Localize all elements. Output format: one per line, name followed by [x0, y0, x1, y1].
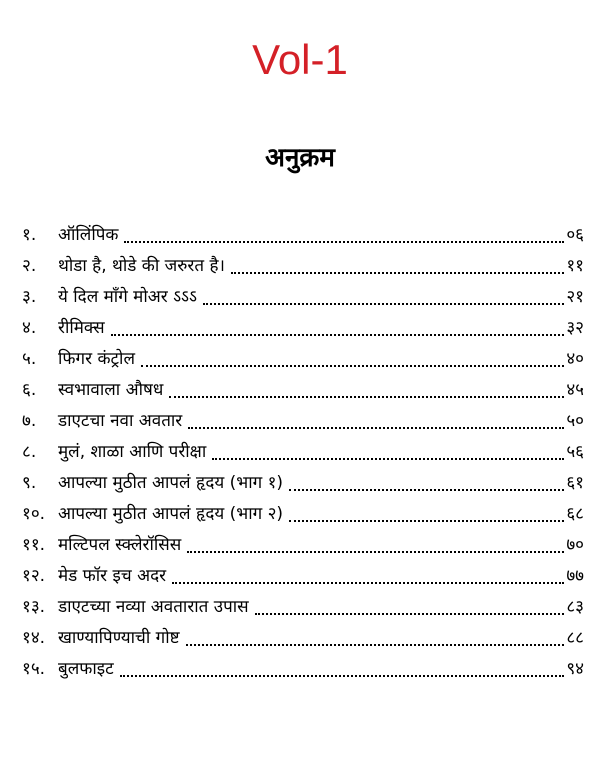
dot-leader: [111, 333, 565, 336]
toc-entry-title: ऑलिंपिक: [58, 225, 119, 245]
toc-entry: [22, 344, 584, 375]
toc-entry: [22, 468, 584, 499]
toc-heading: अनुक्रम: [265, 143, 335, 173]
toc-entry: [22, 406, 584, 437]
toc-entry: [22, 375, 584, 406]
toc-entry: [22, 313, 584, 344]
toc-entry-number: १.: [22, 225, 37, 245]
toc-entry: [22, 592, 584, 623]
toc-entry-page: ०६: [566, 225, 584, 245]
toc-entry-number: ४.: [22, 318, 37, 338]
toc-entry-title: डाएटच्या नव्या अवतारात उपास: [58, 597, 249, 617]
toc-entry-title: फिगर कंट्रोल: [58, 349, 135, 369]
toc-entry-page: ४०: [566, 349, 584, 369]
dot-leader: [186, 643, 565, 646]
toc-entry: [22, 623, 584, 654]
toc-entry-page: ५०: [566, 411, 584, 431]
dot-leader: [120, 674, 565, 677]
dot-leader: [187, 550, 564, 553]
dot-leader: [124, 240, 564, 243]
toc-entry-title: डाएटचा नवा अवतार: [58, 411, 183, 431]
dot-leader: [289, 519, 564, 522]
toc-entry-page: ८३: [566, 597, 584, 617]
dot-leader: [188, 426, 564, 429]
toc-entry-number: १२.: [22, 566, 46, 586]
toc-entry-title: आपल्या मुठीत आपलं हृदय (भाग १): [58, 473, 284, 493]
toc-entry-title: बुलफाइट: [58, 659, 114, 679]
dot-leader: [255, 612, 565, 615]
toc-entry: [22, 251, 584, 282]
toc-entry-title: स्वभावाला औषध: [58, 380, 164, 400]
toc-entry-title: मेड फॉर इच अदर: [58, 566, 167, 586]
toc-entry-number: ८.: [22, 442, 37, 462]
toc-entry-number: १०.: [22, 504, 46, 524]
toc-entry-number: ६.: [22, 380, 37, 400]
dot-leader: [231, 271, 564, 274]
toc-entry-number: १४.: [22, 628, 46, 648]
dot-leader: [141, 364, 564, 367]
volume-title: Vol-1: [252, 36, 348, 83]
toc-entry-number: १५.: [22, 659, 46, 679]
toc-entry-page: ७७: [566, 566, 584, 586]
toc-entry-number: ५.: [22, 349, 37, 369]
toc-entry: [22, 282, 584, 313]
toc-entry-page: ७०: [566, 535, 584, 555]
toc-entry-page: ६१: [566, 473, 584, 493]
toc-entry-number: १३.: [22, 597, 46, 617]
toc-entry-page: ५६: [566, 442, 584, 462]
toc-entry: [22, 499, 584, 530]
toc-entry-title: खाण्यापिण्याची गोष्ट: [58, 628, 180, 648]
dot-leader: [169, 395, 564, 398]
toc-entry-title: मुलं, शाळा आणि परीक्षा: [58, 442, 207, 462]
toc-entry: [22, 220, 584, 251]
toc-entry-number: ९.: [22, 473, 37, 493]
toc-entry: [22, 654, 584, 685]
toc-entry-page: ६८: [566, 504, 584, 524]
toc-entry-page: २१: [566, 287, 584, 307]
dot-leader: [203, 302, 564, 305]
toc-entry-page: ९४: [566, 659, 584, 679]
toc-entry-page: ८८: [566, 628, 584, 648]
toc-entry: [22, 437, 584, 468]
dot-leader: [289, 488, 564, 491]
dot-leader: [212, 457, 564, 460]
toc-entry-title: रीमिक्स: [58, 318, 105, 338]
toc-entry-title: ये दिल माँगे मोअर ऽऽऽ: [58, 287, 197, 307]
toc-entry: [22, 530, 584, 561]
toc-entry-page: ३२: [566, 318, 584, 338]
toc-entry-number: ३.: [22, 287, 37, 307]
dot-leader: [172, 581, 564, 584]
toc-entry-title: थोडा है, थोडे की जरुरत है।: [58, 256, 225, 276]
toc-entry-number: ७.: [22, 411, 37, 431]
toc-entry: [22, 561, 584, 592]
toc-entry-number: २.: [22, 256, 37, 276]
toc-entry-number: ११.: [22, 535, 46, 555]
toc-list: [22, 220, 584, 685]
toc-entry-page: ११: [566, 256, 584, 276]
toc-entry-page: ४५: [566, 380, 584, 400]
toc-entry-title: आपल्या मुठीत आपलं हृदय (भाग २): [58, 504, 284, 524]
toc-entry-title: मल्टिपल स्क्लेरॉसिस: [58, 535, 182, 555]
